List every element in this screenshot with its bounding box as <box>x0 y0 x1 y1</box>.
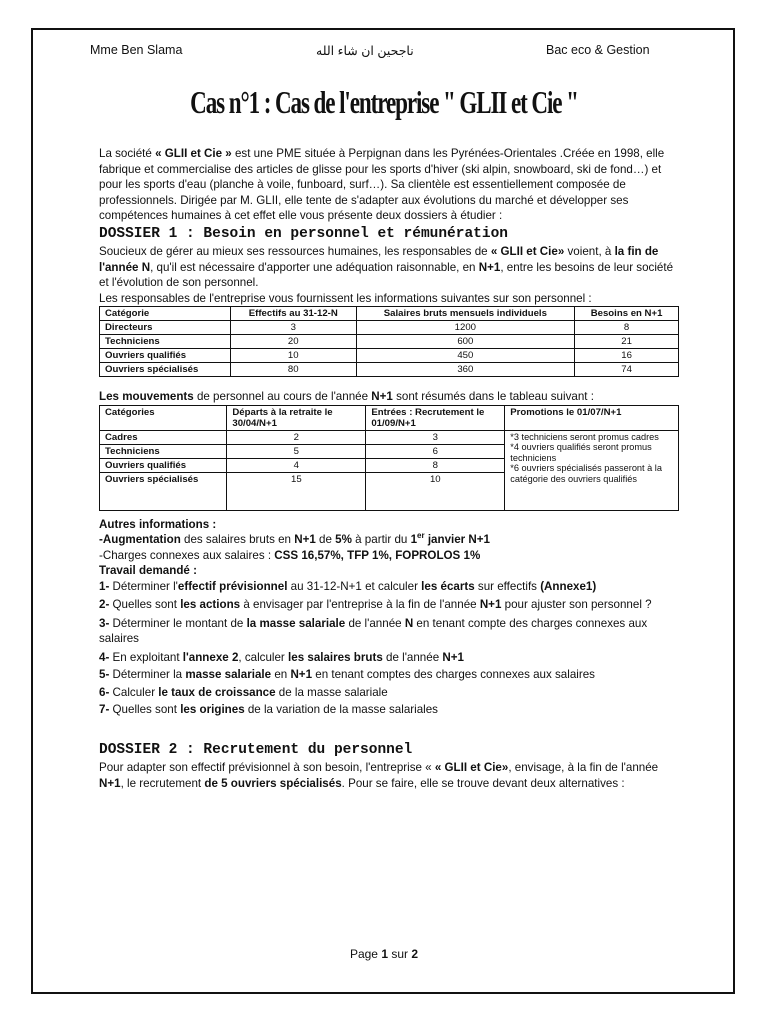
d2-text-c: , envisage, à la fin de l'année <box>508 761 659 774</box>
intro-company: « GLII et Cie » <box>155 147 232 160</box>
aug-f: à partir du <box>351 533 411 546</box>
q-text: Quelles sont <box>112 598 181 611</box>
footer-page-total: 2 <box>411 947 419 961</box>
table-header: Entrées : Recrutement le 01/09/N+1 <box>366 405 505 430</box>
q-text: Déterminer le montant de <box>112 616 247 630</box>
d2-text-g: . Pour se faire, elle se trouve devant deux alternatives : <box>341 776 625 790</box>
table-header: Catégories <box>100 405 227 430</box>
mv-c: N+1 <box>371 390 393 403</box>
q-bold: les écarts <box>421 579 475 593</box>
promotions-cell <box>505 430 679 510</box>
header-author: Mme Ben Slama <box>90 43 183 57</box>
q-text: en tenant compte des charges connexes aux salaires <box>99 616 648 645</box>
d2-n1: N+1 <box>99 776 121 790</box>
aug-a: -Augmentation <box>99 533 181 546</box>
table-cell: Ouvriers spécialisés <box>100 472 227 510</box>
d1-company: « GLII et Cie» <box>490 245 565 258</box>
q-bold: masse salariale <box>185 668 272 681</box>
table-row <box>100 430 679 444</box>
table-cell: Techniciens <box>100 444 227 458</box>
q-text: , calculer <box>238 650 289 664</box>
question-4 <box>99 650 679 666</box>
d1-year-end: la fin de l'année N <box>99 245 659 274</box>
q-bold: N+1 <box>290 668 313 681</box>
table-row <box>100 335 679 349</box>
salary-increase <box>99 532 679 548</box>
d2-text-e: , le recrutement <box>120 776 205 790</box>
question-6 <box>99 685 679 701</box>
q-text: Quelles sont <box>112 703 181 716</box>
question-5 <box>99 667 679 683</box>
d1-text-g: , entre les besoins de leur société et l'évolution de son personnel. <box>99 260 674 289</box>
dossier2-paragraph <box>99 760 679 791</box>
aug-e: 5% <box>335 533 352 546</box>
q-num: 7- <box>99 703 113 716</box>
table-header: Effectifs au 31-12-N <box>230 307 356 321</box>
dossier1-heading: DOSSIER 1 : Besoin en personnel et rémunération <box>99 225 508 242</box>
q-text: de la masse salariale <box>275 685 388 699</box>
q-bold: N+1 <box>479 598 502 611</box>
q-text: de l'année <box>382 650 443 664</box>
promo-line: *6 ouvriers spécialisés passeront à la catégorie des ouvriers qualifiés <box>510 463 662 484</box>
table-cell: 16 <box>575 349 679 363</box>
aug-sup: er <box>417 531 425 541</box>
aug-c: N+1 <box>294 533 316 546</box>
q-text: Déterminer la <box>112 668 186 681</box>
aug-b: des salaires bruts en <box>180 533 295 546</box>
footer-of-label: sur <box>388 947 412 961</box>
table-cell: 10 <box>366 472 505 510</box>
d2-text-a: Pour adapter son effectif prévisionnel à son besoin, l'entreprise « <box>99 761 435 774</box>
q-text: au 31-12-N+1 et calculer <box>287 579 422 593</box>
table-cell: Ouvriers qualifiés <box>100 349 231 363</box>
question-3 <box>99 616 679 647</box>
table-header: Promotions le 01/07/N+1 <box>505 405 679 430</box>
dossier1-intro-table: Les responsables de l'entreprise vous fournissent les informations suivantes sur son personnel : <box>99 291 592 305</box>
q-bold: la masse salariale <box>246 616 346 630</box>
header-course: Bac eco & Gestion <box>546 43 650 57</box>
page-footer <box>0 947 768 961</box>
table-cell: Techniciens <box>100 335 231 349</box>
autres-label: Autres informations : <box>99 517 217 531</box>
q-num: 2- <box>99 598 113 611</box>
header-motto: ناجحين ان شاء الله <box>316 44 414 58</box>
q-bold: les salaires bruts <box>288 650 383 664</box>
table-cell: 4 <box>227 458 366 472</box>
question-1 <box>99 579 679 595</box>
table-cell: 74 <box>575 363 679 377</box>
table-header: Besoins en N+1 <box>575 307 679 321</box>
table-header-row <box>100 307 679 321</box>
mv-d: sont résumés dans le tableau suivant : <box>392 390 594 403</box>
table-cell: 21 <box>575 335 679 349</box>
charges <box>99 548 679 564</box>
q-text: pour ajuster son personnel ? <box>501 598 652 611</box>
d1-text-e: , qu'il est nécessaire d'apporter une adéquation raisonnable, en <box>150 260 479 274</box>
table-cell: 8 <box>366 458 505 472</box>
dossier1-paragraph <box>99 244 679 291</box>
aug-h: janvier N+1 <box>424 533 491 546</box>
charges-a: -Charges connexes aux salaires : <box>99 548 275 562</box>
table-cell: 450 <box>356 349 575 363</box>
table-cell: Ouvriers qualifiés <box>100 458 227 472</box>
other-info-heading <box>99 517 679 533</box>
intro-paragraph <box>99 146 679 224</box>
d1-text-c: voient, à <box>564 245 615 258</box>
q-text: de l'année <box>345 616 405 630</box>
table-header: Catégorie <box>100 307 231 321</box>
travail-label: Travail demandé : <box>99 564 197 577</box>
movements-table <box>99 405 679 511</box>
question-2 <box>99 597 679 613</box>
q-num: 5- <box>99 668 113 681</box>
table-cell: 3 <box>366 430 505 444</box>
case-title: Cas n°1 : Cas de l'entreprise " GLII et Cie " <box>190 84 578 120</box>
promo-line: *3 techniciens seront promus cadres <box>510 431 659 442</box>
mv-a: Les mouvements <box>99 390 194 403</box>
q-bold: les actions <box>180 598 241 611</box>
table-cell: 20 <box>230 335 356 349</box>
q-bold: l'annexe 2 <box>182 650 239 664</box>
personnel-table <box>99 306 679 377</box>
d2-company: « GLII et Cie» <box>434 761 509 774</box>
question-7 <box>99 702 679 718</box>
table-row <box>100 321 679 335</box>
q-text: Calculer <box>112 685 159 699</box>
movements-intro <box>99 389 679 405</box>
q-text: sur effectifs <box>474 579 541 593</box>
q-bold: (Annexe1) <box>540 579 597 593</box>
intro-text-2: est une PME située à Perpignan dans les Pyrénées-Orientales .Créée en 1998, elle fabrique et commercialise des articles de glisse pour les sports d'hiver (ski alpin, snowboard, ski de fond…) et pour les sports d'eau (planche à voile, funboard, surf…). Sa clientèle est essentiellement composée de professionnels. Dirigée par M. GLII, elle tente de s'adapter aux évolutions du marché et développer ses compétences humaines à cet effet elle vous présente deux dossiers à étudier : <box>99 147 665 222</box>
work-heading <box>99 563 679 579</box>
table-header: Salaires bruts mensuels individuels <box>356 307 575 321</box>
footer-page-label: Page <box>349 947 382 961</box>
q-bold: N+1 <box>442 650 464 664</box>
table-cell: 1200 <box>356 321 575 335</box>
q-bold: les origines <box>180 703 245 716</box>
d1-text-a: Soucieux de gérer au mieux ses ressources humaines, les responsables de <box>99 245 491 258</box>
table-cell: 600 <box>356 335 575 349</box>
q-text: en <box>271 668 291 681</box>
table-cell: 10 <box>230 349 356 363</box>
table-row <box>100 363 679 377</box>
q-text: en tenant comptes des charges connexes aux salaires <box>312 668 595 681</box>
table-row <box>100 349 679 363</box>
footer-page-number: 1 <box>381 947 388 961</box>
q-num: 6- <box>99 685 113 699</box>
aug-g: 1 <box>410 533 418 546</box>
mv-b: de personnel au cours de l'année <box>193 390 372 403</box>
d2-bold-f: de 5 ouvriers spécialisés <box>204 776 342 790</box>
q-text: de la variation de la masse salariales <box>244 703 438 716</box>
promo-line: *4 ouvriers qualifiés seront promus techniciens <box>510 442 652 463</box>
table-cell: Ouvriers spécialisés <box>100 363 231 377</box>
table-cell: 8 <box>575 321 679 335</box>
table-cell: 15 <box>227 472 366 510</box>
q-bold: N <box>404 616 414 630</box>
q-text: à envisager par l'entreprise à la fin de l'année <box>240 598 480 611</box>
table-cell: 3 <box>230 321 356 335</box>
q-bold: effectif prévisionnel <box>177 579 288 593</box>
q-num: 1- <box>99 579 113 593</box>
table-cell: Directeurs <box>100 321 231 335</box>
q-num: 4- <box>99 650 113 664</box>
table-header-row <box>100 405 679 430</box>
table-cell: 6 <box>366 444 505 458</box>
aug-d: de <box>315 533 336 546</box>
q-num: 3- <box>99 616 113 630</box>
q-text: En exploitant <box>112 650 183 664</box>
q-text: Déterminer l' <box>112 579 178 593</box>
d1-n1: N+1 <box>478 260 501 274</box>
dossier2-heading: DOSSIER 2 : Recrutement du personnel <box>99 741 413 758</box>
table-cell: 80 <box>230 363 356 377</box>
table-header: Départs à la retraite le 30/04/N+1 <box>227 405 366 430</box>
table-cell: Cadres <box>100 430 227 444</box>
document-body <box>99 146 679 791</box>
charges-b: CSS 16,57%, TFP 1%, FOPROLOS 1% <box>274 548 481 562</box>
table-cell: 5 <box>227 444 366 458</box>
table-cell: 2 <box>227 430 366 444</box>
table-cell: 360 <box>356 363 575 377</box>
intro-text-1: La société <box>99 147 156 160</box>
q-bold: le taux de croissance <box>158 685 276 699</box>
